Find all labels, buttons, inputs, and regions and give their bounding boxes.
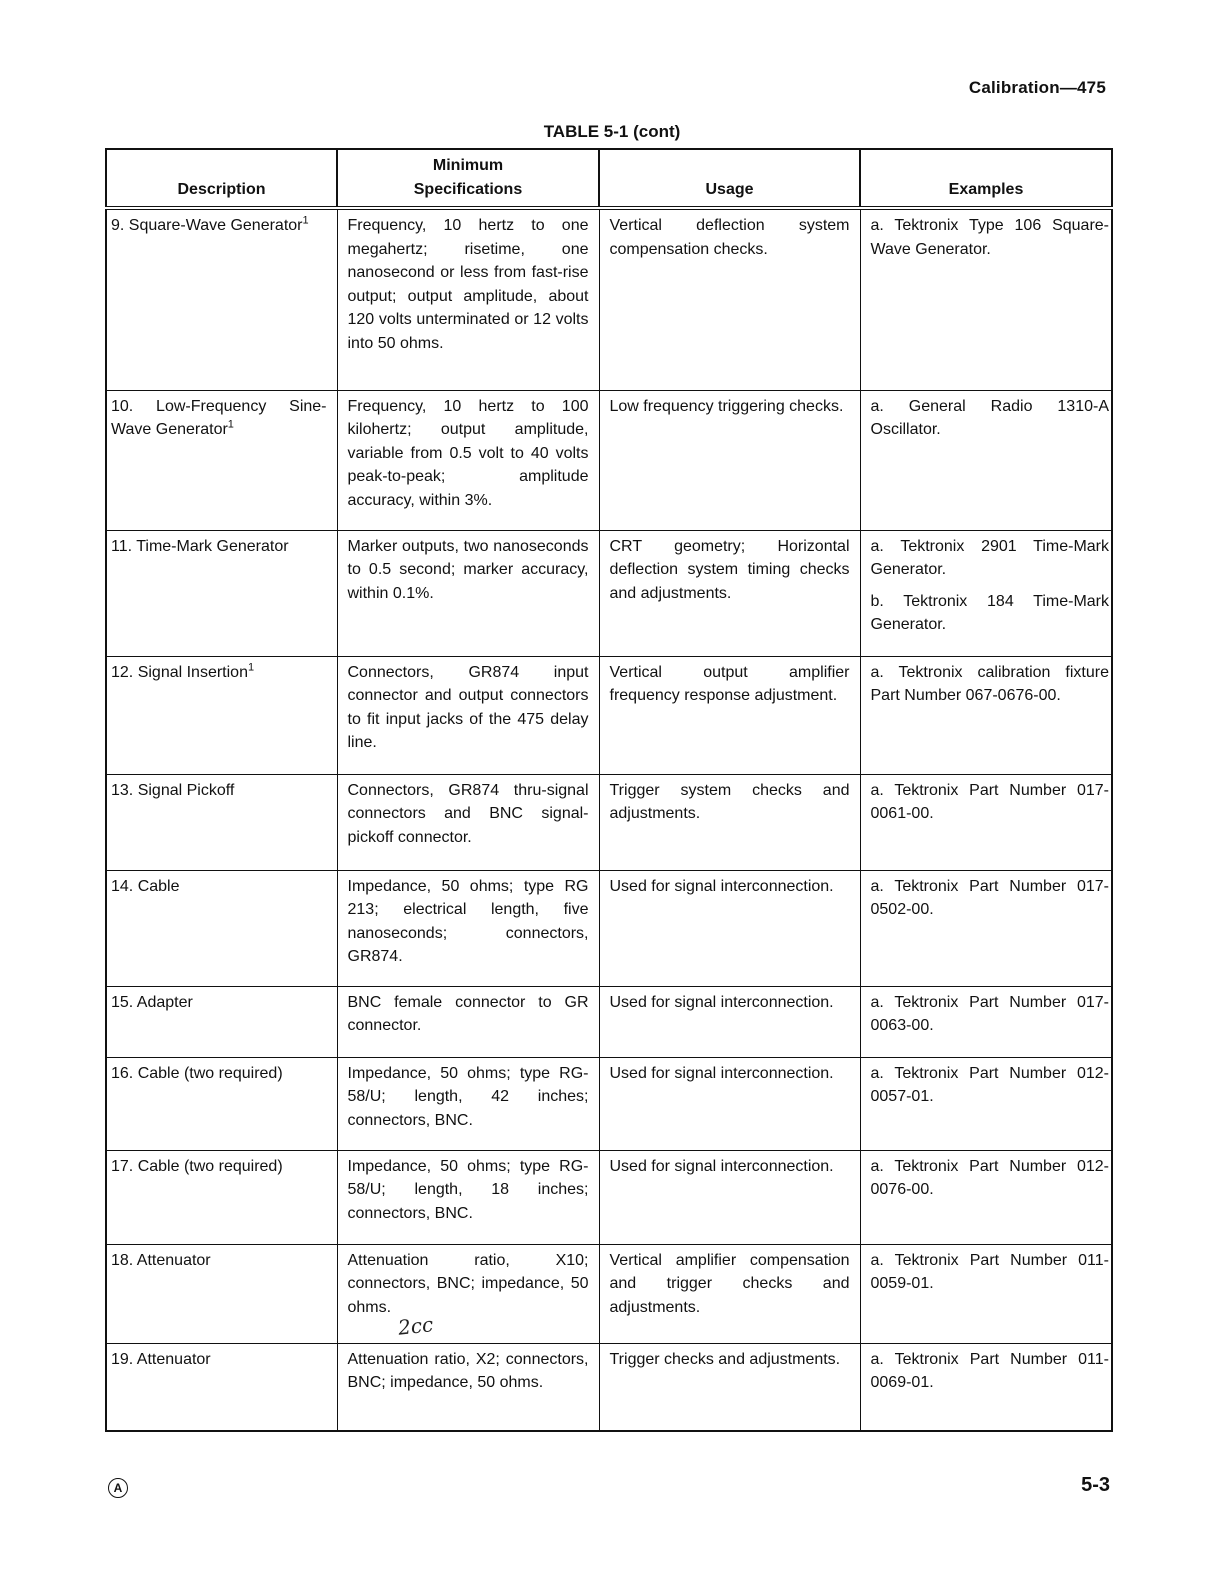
description-text: 19. Attenuator [111, 1350, 211, 1368]
table-row [106, 390, 1112, 530]
cell-usage: Vertical amplifier compensation and trigger checks and adjustments. [599, 1244, 860, 1343]
header-usage: Usage [599, 149, 860, 208]
example-item: a. Tektronix Part Number 011-0059-01. [870, 1251, 1109, 1293]
cell-min-specs: Impedance, 50 ohms; type RG 213; electrical length, five nanoseconds; connectors, GR874. [337, 870, 599, 986]
cell-description [106, 390, 337, 530]
table-body [106, 208, 1112, 1431]
cell-usage: Vertical deflection system compensation checks. [599, 208, 860, 390]
example-item: a. Tektronix Part Number 012-0057-01. [870, 1064, 1109, 1106]
example-item: b. Tektronix 184 Time-Mark Generator. [870, 592, 1109, 634]
description-text: 14. Cable [111, 877, 180, 895]
cell-description [106, 870, 337, 986]
description-text: 12. Signal Insertion [111, 663, 248, 681]
description-text: 16. Cable (two required) [111, 1064, 283, 1082]
description-text: 13. Signal Pickoff [111, 781, 235, 799]
cell-min-specs: Marker outputs, two nanoseconds to 0.5 second; marker accuracy, within 0.1%. [337, 530, 599, 656]
cell-examples [860, 1343, 1112, 1431]
revision-mark-icon: A [108, 1478, 128, 1498]
table-row [106, 774, 1112, 870]
cell-usage: Used for signal interconnection. [599, 1150, 860, 1244]
cell-min-specs: Attenuation ratio, X10; connectors, BNC; impedance, 50 ohms. [337, 1244, 599, 1343]
example-item: a. Tektronix Type 106 Square-Wave Generator. [870, 217, 1109, 258]
cell-examples [860, 870, 1112, 986]
table-row [106, 1343, 1112, 1431]
cell-description [106, 530, 337, 656]
cell-description [106, 1244, 337, 1343]
description-text: 15. Adapter [111, 993, 193, 1011]
cell-description [106, 1057, 337, 1150]
example-item: a. General Radio 1310-A Oscillator. [870, 397, 1109, 439]
table-row [106, 1150, 1112, 1244]
cell-min-specs: BNC female connector to GR connector. [337, 986, 599, 1057]
table-header-row [106, 149, 1112, 208]
header-examples: Examples [860, 149, 1112, 208]
header-min-specs-line2: Specifications [413, 181, 523, 198]
table-row [106, 1057, 1112, 1150]
table-row [106, 1244, 1112, 1343]
cell-usage: Trigger system checks and adjustments. [599, 774, 860, 870]
cell-usage: Trigger checks and adjustments. [599, 1343, 860, 1431]
header-description: Description [106, 149, 337, 208]
example-item: a. Tektronix Part Number 017-0502-00. [870, 877, 1109, 919]
cell-min-specs: Frequency, 10 hertz to 100 kilohertz; output amplitude, variable from 0.5 volt to 40 volts peak-to-peak; amplitude accuracy, within 3%. [337, 390, 599, 530]
cell-min-specs: Attenuation ratio, X2; connectors, BNC; impedance, 50 ohms. [337, 1343, 599, 1431]
description-text: 11. Time-Mark Generator [111, 537, 289, 555]
example-item: a. Tektronix 2901 Time-Mark Generator. [870, 537, 1109, 579]
cell-examples [860, 530, 1112, 656]
table-row [106, 530, 1112, 656]
cell-description [106, 986, 337, 1057]
page-number: 5-3 [1081, 1474, 1110, 1496]
cell-description [106, 1150, 337, 1244]
cell-usage: Vertical output amplifier frequency response adjustment. [599, 656, 860, 774]
example-item: a. Tektronix Part Number 017-0063-00. [870, 993, 1109, 1035]
cell-usage: Used for signal interconnection. [599, 986, 860, 1057]
example-item: a. Tektronix Part Number 012-0076-00. [870, 1157, 1109, 1199]
cell-description [106, 656, 337, 774]
cell-usage: Used for signal interconnection. [599, 870, 860, 986]
header-min-specs [337, 149, 599, 208]
table-row [106, 870, 1112, 986]
cell-examples [860, 1244, 1112, 1343]
cell-min-specs: Impedance, 50 ohms; type RG-58/U; length, 18 inches; connectors, BNC. [337, 1150, 599, 1244]
footnote-marker: 1 [302, 214, 309, 227]
footnote-marker: 1 [227, 418, 234, 431]
handwritten-annotation: 2cc [396, 1312, 435, 1340]
table-title: TABLE 5-1 (cont) [543, 122, 681, 141]
cell-examples [860, 208, 1112, 390]
cell-min-specs: Connectors, GR874 thru-signal connectors and BNC signal-pickoff connector. [337, 774, 599, 870]
cell-usage: Low frequency triggering checks. [599, 390, 860, 530]
example-item: a. Tektronix calibration fixture Part Number 067-0676-00. [870, 663, 1109, 705]
table-row [106, 656, 1112, 774]
cell-examples [860, 1150, 1112, 1244]
cell-min-specs: Impedance, 50 ohms; type RG-58/U; length, 42 inches; connectors, BNC. [337, 1057, 599, 1150]
example-item: a. Tektronix Part Number 017-0061-00. [870, 781, 1109, 823]
cell-examples [860, 390, 1112, 530]
cell-examples [860, 986, 1112, 1057]
header-min-specs-line1: Minimum [432, 157, 504, 174]
cell-examples [860, 1057, 1112, 1150]
example-item: a. Tektronix Part Number 011-0069-01. [870, 1350, 1109, 1392]
equipment-table [105, 148, 1113, 1432]
cell-examples [860, 774, 1112, 870]
footnote-marker: 1 [247, 661, 255, 674]
description-text: 18. Attenuator [111, 1251, 211, 1269]
running-head: Calibration—475 [968, 78, 1106, 97]
description-text: 9. Square-Wave Generator [111, 217, 303, 234]
cell-min-specs: Frequency, 10 hertz to one megahertz; risetime, one nanosecond or less from fast-rise output; output amplitude, about 120 volts unterminated or 12 volts into 50 ohms. [337, 208, 599, 390]
cell-description [106, 1343, 337, 1431]
cell-description [106, 774, 337, 870]
cell-examples [860, 656, 1112, 774]
cell-usage: CRT geometry; Horizontal deflection system timing checks and adjustments. [599, 530, 860, 656]
description-text: 10. Low-Frequency Sine-Wave Generator [111, 397, 327, 439]
cell-description [106, 208, 337, 390]
table-row [106, 986, 1112, 1057]
cell-usage: Used for signal interconnection. [599, 1057, 860, 1150]
cell-min-specs: Connectors, GR874 input connector and output connectors to fit input jacks of the 475 delay line. [337, 656, 599, 774]
table-row [106, 208, 1112, 390]
description-text: 17. Cable (two required) [111, 1157, 283, 1175]
